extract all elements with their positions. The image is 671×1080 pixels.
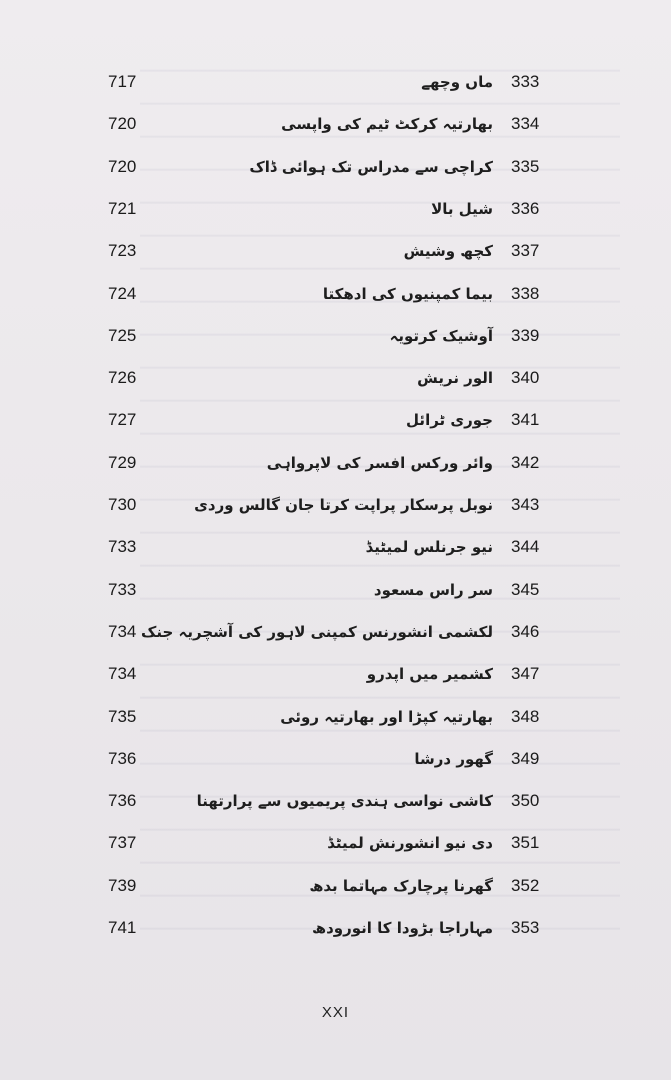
- toc-page-number: 725: [108, 325, 137, 345]
- toc-page-number: 730: [108, 495, 137, 514]
- toc-page-number: 720: [108, 156, 137, 176]
- toc-page-number: 723: [108, 241, 137, 261]
- toc-entry-title: بیما کمپنیوں کی ادھکتا: [322, 284, 493, 303]
- toc-row: [0, 781, 671, 821]
- toc-entry-title: بھارتیہ کرکٹ ٹیم کی واپسی: [281, 115, 493, 134]
- toc-entry-title: آوشیک کرتویہ: [389, 326, 493, 345]
- toc-page-number: 739: [108, 875, 137, 895]
- toc-page-number: 735: [108, 706, 137, 726]
- toc-entry-number: 335: [511, 156, 540, 176]
- toc-entry-number: 348: [511, 706, 540, 726]
- toc-row: [0, 316, 671, 356]
- toc-entry-title: لکشمی انشورنس کمپنی لاہور کی آشچریہ جنک: [141, 622, 493, 641]
- toc-row: [0, 697, 671, 737]
- toc-entry-number: 346: [511, 621, 540, 641]
- toc-entry-title: نیو جرنلس لمیٹیڈ: [365, 538, 493, 557]
- toc-row: [0, 358, 671, 398]
- toc-page-number: 720: [108, 114, 137, 134]
- toc-entry-title: کشمیر میں اپدرو: [366, 665, 493, 684]
- toc-row: [0, 570, 671, 610]
- toc-entry-title: جوری ٹرائل: [406, 411, 493, 430]
- toc-entry-title: کاشی نواسی ہندی پریمیوں سے پرارتھنا: [196, 792, 493, 811]
- toc-entry-title: گھرنا پرچارک مہاتما بدھ: [309, 876, 493, 895]
- toc-entry-number: 334: [511, 114, 540, 134]
- toc-entry-number: 337: [511, 241, 540, 261]
- toc-entry-number: 353: [511, 918, 540, 937]
- toc-entry-title: گھور درشا: [414, 749, 493, 768]
- toc-row: [0, 485, 671, 525]
- toc-page-number: 734: [108, 664, 137, 684]
- toc-entry-title: بھارتیہ کپڑا اور بھارتیہ روئی: [280, 707, 493, 726]
- toc-entry-number: 350: [511, 791, 540, 811]
- toc-row: [0, 104, 671, 144]
- toc-entry-number: 342: [511, 452, 540, 472]
- toc-entry-number: 339: [511, 325, 540, 345]
- toc-entry-number: 338: [511, 283, 540, 303]
- toc-row: [0, 189, 671, 229]
- toc-page-number: 737: [108, 833, 137, 853]
- toc-entry-number: 341: [511, 410, 540, 430]
- toc-entry-number: 345: [511, 579, 540, 599]
- toc-entry-title: نوبل پرسکار پراپت کرتا جان گالس وردی: [194, 496, 493, 514]
- toc-row: [0, 739, 671, 779]
- page-number-footer: XXI: [321, 1004, 350, 1021]
- toc-page-number: 727: [108, 410, 137, 430]
- toc-page-number: 733: [108, 537, 137, 557]
- toc-page-number: 726: [108, 368, 137, 388]
- toc-entry-title: شیل بالا: [431, 199, 493, 218]
- toc-entry-title: کچھ وشیش: [403, 242, 493, 261]
- toc-row: [0, 654, 671, 694]
- toc-row: [0, 823, 671, 863]
- toc-row: [0, 231, 671, 271]
- toc-entry-title: مہاراجا بڑودا کا انورودھ: [312, 919, 493, 937]
- toc-entry-title: الور نریش: [417, 369, 493, 388]
- toc-page-number: 741: [108, 918, 137, 937]
- toc-page-number: 729: [108, 452, 137, 472]
- toc-page-number: 717: [108, 72, 137, 91]
- toc-row: [0, 62, 671, 102]
- toc-page-number: 724: [108, 283, 137, 303]
- toc-page-number: 734: [108, 621, 137, 641]
- toc-entry-number: 343: [511, 495, 540, 514]
- toc-row: [0, 527, 671, 567]
- toc-entry-title: کراچی سے مدراس تک ہوائی ڈاک: [249, 157, 493, 176]
- toc-entry-title: وائر ورکس افسر کی لاپرواہی: [266, 453, 493, 472]
- toc-page-number: 733: [108, 579, 137, 599]
- toc-page-number: 736: [108, 791, 137, 811]
- toc-entry-number: 352: [511, 875, 540, 895]
- toc-page-number: 736: [108, 748, 137, 768]
- toc-row: [0, 866, 671, 906]
- toc-row: [0, 147, 671, 187]
- toc-entry-number: 336: [511, 198, 540, 218]
- toc-entry-title: سر راس مسعود: [373, 580, 493, 599]
- toc-page-number: 721: [108, 198, 137, 218]
- toc-row: [0, 908, 671, 948]
- toc-row: [0, 400, 671, 440]
- toc-entry-number: 333: [511, 72, 540, 91]
- toc-entry-number: 349: [511, 748, 540, 768]
- toc-row: [0, 443, 671, 483]
- toc-row: [0, 612, 671, 652]
- toc-entry-number: 347: [511, 664, 540, 684]
- toc-entry-number: 344: [511, 537, 540, 557]
- toc-entry-number: 351: [511, 833, 540, 853]
- toc-entry-title: دی نیو انشورنش لمیٹڈ: [327, 834, 493, 853]
- toc-row: [0, 274, 671, 314]
- toc-entry-number: 340: [511, 368, 540, 388]
- toc-entry-title: ماں وچھے: [421, 73, 493, 91]
